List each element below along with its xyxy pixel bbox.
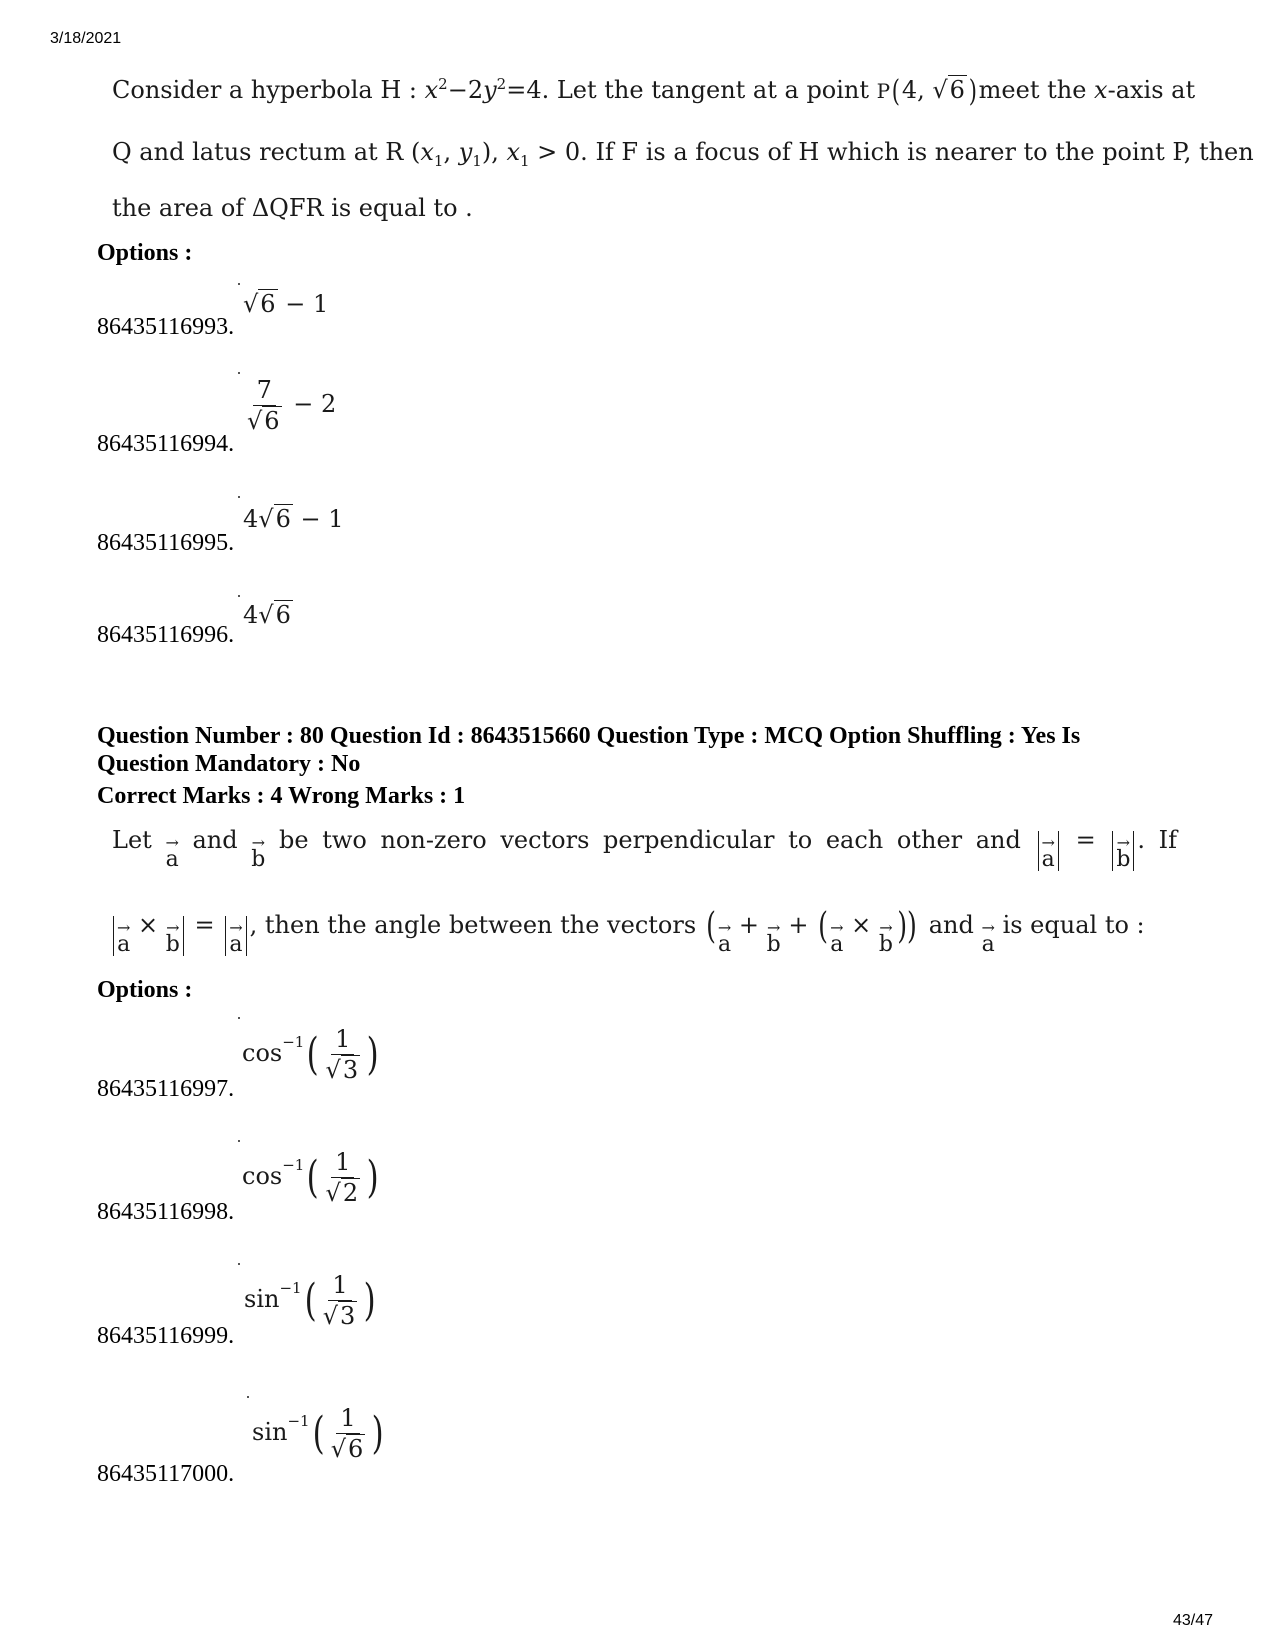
q80-option-3-expr: $\sin^{-1}$( $\frac{1}{√3}$ ) [244,1271,376,1330]
q80-option-4-expr: $\sin^{-1}$( $\frac{1}{√6}$ ) [252,1404,384,1463]
q79-option-3-expr: 4√6 − 1 [243,505,344,533]
print-date: 3/18/2021 [50,30,122,47]
q80-options-label: Options : [97,977,193,1003]
hyperbola-equation: $x^2-2y^2=4$. [424,75,550,104]
q79-stem-line-2: Q and latus rectum at R ($x_1$, $y_1$), $x_1 > 0$. If F is a focus of H which is nearer to the point P, then [112,138,1254,170]
q80-meta-line-1: Question Number : 80 Question Id : 8643515660 Question Type : MCQ Option Shuffling : Yes Is [97,723,1081,749]
q79-option-3-id: 86435116995. [97,530,235,556]
q80-option-4-id: 86435117000. [97,1461,235,1487]
q80-meta [97,722,1187,778]
q79-stem-line-1: Consider a hyperbola H : $x^2-2y^2=4$. Let the tangent at a point P(4, √6 )meet the x-axis at [112,74,1196,109]
q80-stem-line-1: Let → a and → b be two non-zero vectors perpendicular to each other and → a = → b . If [112,826,1178,872]
q79-option-4-expr: 4√6 [243,601,291,629]
q80-option-1-id: 86435116997. [97,1076,235,1102]
q79-option-4-id: 86435116996. [97,622,235,648]
q80-option-1-expr: $\cos^{-1}$( $\frac{1}{√3}$ ) [242,1025,379,1084]
q80-stem-line-2: → a × → b = → a , then the angle between the vectors ( → a + → b + ( → a × → b )) and → a is equal to : [110,906,1145,956]
q79-option-2-expr: $\frac{7}{√6}$ − 2 [247,376,337,435]
q80-option-2-expr: $\cos^{-1}$( $\frac{1}{√2}$ ) [242,1148,379,1207]
q80-marks: Correct Marks : 4 Wrong Marks : 1 [97,783,466,809]
q80-option-3-id: 86435116999. [97,1323,235,1349]
q80-meta-line-2: Question Mandatory : No [97,751,361,777]
q79-option-2-id: 86435116994. [97,431,235,457]
q80-option-2-id: 86435116998. [97,1199,235,1225]
q79-option-1-expr: √6 − 1 [243,290,329,318]
q79-options-label: Options : [97,240,193,266]
q79-option-1-id: 86435116993. [97,314,235,340]
page-number: 43/47 [1173,1612,1214,1629]
q79-stem-line-3: the area of ΔQFR is equal to . [112,194,473,222]
